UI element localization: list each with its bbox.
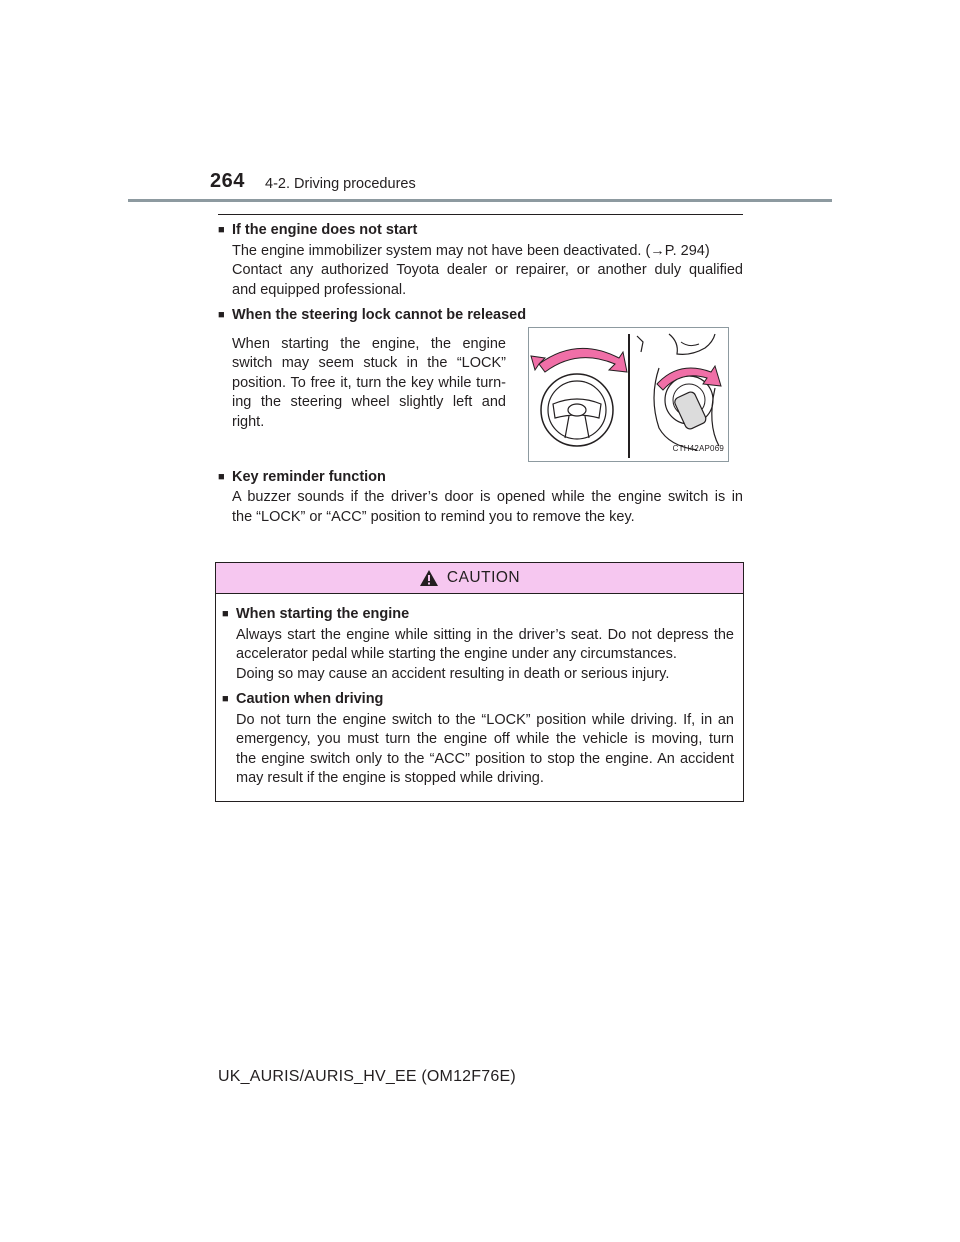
body-line: may result if the engine is stopped while driving.: [236, 770, 544, 786]
square-bullet-icon: ■: [222, 693, 229, 705]
square-bullet-icon: ■: [218, 470, 225, 483]
body-line: switch may seem stuck in the “LOCK”: [232, 355, 506, 371]
body-line: Doing so may cause an accident resulting in death or serious injury.: [236, 665, 670, 682]
caution-item: [222, 690, 734, 789]
section-steering-lock: [218, 306, 743, 462]
section-heading: When the steering lock cannot be released: [232, 307, 527, 323]
section-key-reminder: [218, 468, 743, 528]
warning-triangle-icon: [419, 569, 439, 587]
body-line: Do not turn the engine switch to the “LOCK” position while driving. If, in an: [236, 711, 734, 728]
rotate-arrow-icon: [539, 348, 627, 372]
body-line: A buzzer sounds if the driver’s door is opened while the engine switch is in: [232, 489, 743, 505]
main-content: [218, 221, 743, 533]
square-bullet-icon: ■: [218, 224, 225, 236]
body-line: position. To free it, turn the key while turn-: [232, 374, 506, 391]
header-rule: [128, 199, 832, 202]
caution-heading: When starting the engine: [236, 606, 410, 622]
caution-box: [215, 562, 744, 802]
body-line: When starting the engine, the engine: [232, 335, 506, 352]
body-line: and equipped professional.: [232, 281, 407, 298]
caution-item: [222, 605, 734, 684]
square-bullet-icon: ■: [222, 608, 229, 620]
section-heading: Key reminder function: [232, 468, 386, 485]
body-line: the engine switch only to the “ACC” position to stop the engine. An accident: [236, 750, 734, 767]
figure-id: CTH42AP069: [672, 444, 724, 453]
body-line: the “LOCK” or “ACC” position to remind you to remove the key.: [232, 508, 635, 525]
body-line: ing the steering wheel slightly left and: [232, 394, 506, 410]
body-line: accelerator pedal while starting the engine under any circumstances.: [236, 646, 677, 662]
key-icon: [637, 334, 719, 450]
section-heading: If the engine does not start: [232, 222, 418, 238]
caution-title: CAUTION: [446, 569, 521, 586]
steering-wheel-icon: [541, 374, 613, 446]
section-title: 4-2. Driving procedures: [265, 176, 416, 192]
steering-lock-illustration: [528, 327, 729, 462]
square-bullet-icon: ■: [218, 309, 225, 321]
caution-header: [216, 563, 743, 594]
page-number: 264: [210, 170, 245, 192]
body-line: right.: [232, 413, 265, 430]
body-line: Contact any authorized Toyota dealer or repairer, or another duly qualified: [232, 262, 743, 278]
content-rule: [218, 214, 743, 215]
caution-heading: Caution when driving: [236, 691, 384, 707]
body-line: The engine immobilizer system may not have been deactivated. (→P. 294): [232, 242, 710, 259]
body-line: Always start the engine while sitting in the driver’s seat. Do not depress the: [236, 626, 734, 643]
footer-model-code: UK_AURIS/AURIS_HV_EE (OM12F76E): [218, 1068, 516, 1085]
body-line: emergency, you must turn the engine off while the vehicle is moving, turn: [236, 731, 734, 747]
section-engine-does-not-start: [218, 221, 743, 300]
